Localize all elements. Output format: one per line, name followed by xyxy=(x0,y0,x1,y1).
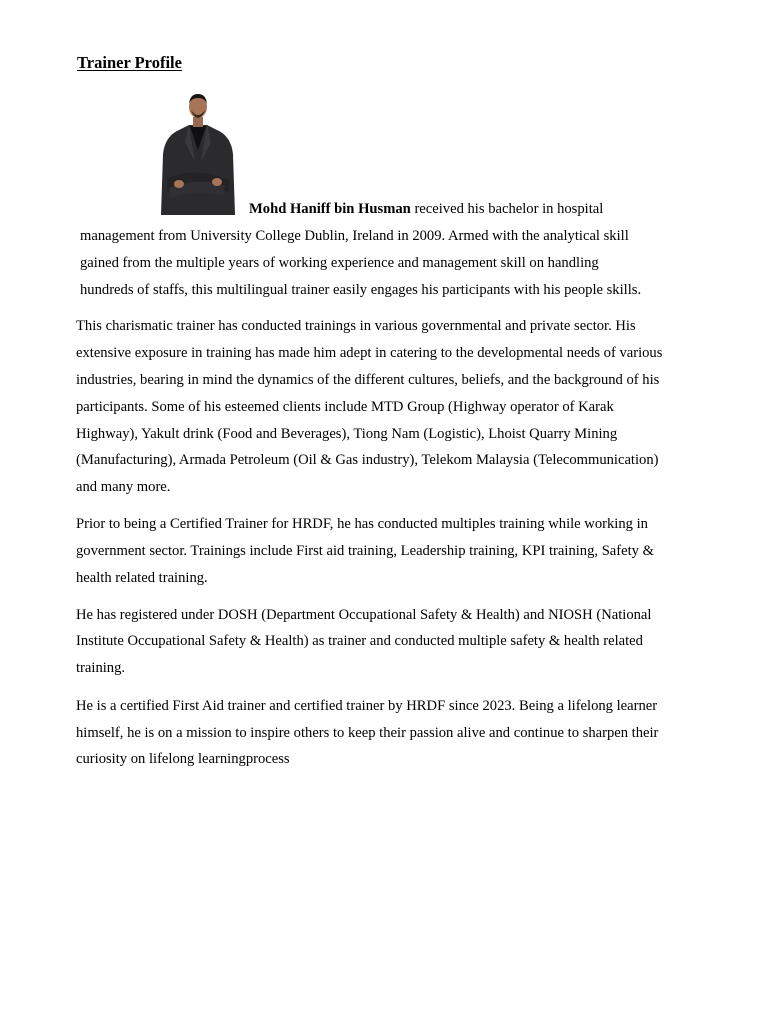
paragraph-2-line-2: extensive exposure in training has made him adept in catering to the developmental needs of various xyxy=(76,345,663,361)
paragraph-2-line-1: This charismatic trainer has conducted trainings in various governmental and private sector. His xyxy=(76,318,636,334)
paragraph-2-line-3: industries, bearing in mind the dynamics of the different cultures, beliefs, and the background of his xyxy=(76,372,660,388)
paragraph-2-line-4: participants. Some of his esteemed clients include MTD Group (Highway operator of Karak xyxy=(76,399,614,415)
paragraph-5-line-1: He is a certified First Aid trainer and certified trainer by HRDF since 2023. Being a lifelong learner xyxy=(76,698,658,714)
paragraph-3-line-3: health related training. xyxy=(76,570,208,586)
paragraph-2-line-7: and many more. xyxy=(76,479,171,495)
intro-line-1-text: received his bachelor in hospital xyxy=(410,201,604,217)
paragraph-2-line-5: Highway), Yakult drink (Food and Beverages), Tiong Nam (Logistic), Lhoist Quarry Mining xyxy=(76,426,618,442)
paragraph-4-line-3: training. xyxy=(76,660,126,676)
page-title: Trainer Profile xyxy=(77,53,182,72)
paragraph-4-line-1: He has registered under DOSH (Department Occupational Safety & Health) and NIOSH (National xyxy=(76,607,652,623)
intro-line-3: gained from the multiple years of working experience and management skill on handling xyxy=(80,255,599,271)
intro-line-1 xyxy=(249,200,603,218)
paragraph-5-line-3: curiosity on lifelong learningprocess xyxy=(76,751,290,767)
paragraph-5-line-2: himself, he is on a mission to inspire others to keep their passion alive and continue to sharpen their xyxy=(76,725,659,741)
trainer-photo xyxy=(159,92,237,215)
trainer-name: Mohd Haniff bin Husman xyxy=(249,201,411,217)
paragraph-3-line-2: government sector. Trainings include First aid training, Leadership training, KPI training, Safety & xyxy=(76,543,654,559)
intro-line-4: hundreds of staffs, this multilingual trainer easily engages his participants with his people skills. xyxy=(80,282,642,298)
paragraph-4-line-2: Institute Occupational Safety & Health) as trainer and conducted multiple safety & health related xyxy=(76,633,643,649)
intro-line-2: management from University College Dublin, Ireland in 2009. Armed with the analytical skill xyxy=(80,228,629,244)
paragraph-3-line-1: Prior to being a Certified Trainer for HRDF, he has conducted multiples training while working in xyxy=(76,516,648,532)
paragraph-2-line-6: (Manufacturing), Armada Petroleum (Oil & Gas industry), Telekom Malaysia (Telecommunication) xyxy=(76,452,659,468)
